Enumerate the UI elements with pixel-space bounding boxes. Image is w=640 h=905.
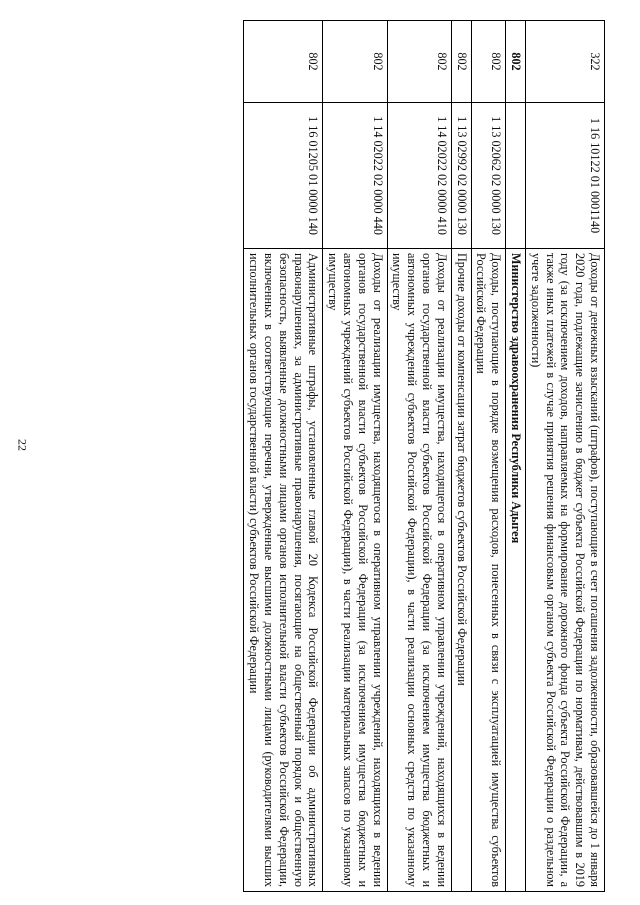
ministry-header-row [506, 21, 526, 892]
admin-code-cell: 802 [323, 21, 387, 103]
revenue-description-cell: Доходы от реализации имущества, находящегося в оперативном управлении учреждений, находящихся в ведении органов государственной власти субъектов Российской Федерации (за исключением имущества бюджетных и автономных учреждений субъектов Российской Федерации), в части реализации материальных запасов по указанному имуществу [323, 249, 387, 892]
table-row [323, 21, 387, 892]
table-row [471, 21, 506, 892]
revenue-description-cell: Доходы от денежных взысканий (штрафов), поступающие в счет погашения задолженности, образовавшейся до 1 января 2020 года, подлежащие зачислению в бюджет субъекта Российской Федерации по нормативам, действовавшим в 2019 году (за исключением доходов, направляемых на формирование дорожного фонда субъекта Российской Федерации, а также иных платежей в случае принятия решения финансовым органом субъекта Российской Федерации о раздельном учете задолженности) [526, 249, 605, 892]
budget-code-cell: 1 14 02022 02 0000 440 [323, 103, 387, 249]
budget-code-cell: 1 16 01205 01 0000 140 [244, 103, 323, 249]
admin-code-cell: 802 [244, 21, 323, 103]
page-number: 22 [15, 439, 30, 451]
table-row [244, 21, 323, 892]
budget-code-cell: 1 13 02062 02 0000 130 [471, 103, 506, 249]
budget-code-cell [506, 103, 526, 249]
ministry-name-cell: Министерство здравоохранения Республики Адыгея [506, 249, 526, 892]
revenue-description-cell: Административные штрафы, установленные главой 20 Кодекса Российской Федерации об административных правонарушениях, за административные правонарушения, посягающие на общественный порядок и общественную безопасность, выявленные должностными лицами органов исполнительной власти субъектов Российской Федерации, включенных в соответствующие перечни, утвержденные высшими должностными лицами (руководителями высших исполнительных органов государственной власти) субъектов Российской Федерации [244, 249, 323, 892]
budget-code-cell: 1 13 02992 02 0000 130 [451, 103, 471, 249]
admin-code-cell: 802 [387, 21, 451, 103]
table-row [387, 21, 451, 892]
table-body [244, 21, 605, 892]
admin-code-cell: 802 [451, 21, 471, 103]
table-row [451, 21, 471, 892]
revenue-description-cell: Прочие доходы от компенсации затрат бюджетов субъектов Российской Федерации [451, 249, 471, 892]
revenue-description-cell: Доходы от реализации имущества, находящегося в оперативном управлении учреждений, находящихся в ведении органов государственной власти субъектов Российской Федерации (за исключением имущества бюджетных и автономных учреждений субъектов Российской Федерации), в части реализации основных средств по указанному имуществу [387, 249, 451, 892]
admin-code-cell: 322 [526, 21, 605, 103]
admin-code-cell: 802 [471, 21, 506, 103]
revenue-codes-table [243, 20, 605, 892]
budget-code-cell: 1 14 02022 02 0000 410 [387, 103, 451, 249]
budget-code-cell: 1 16 10122 01 0001140 [526, 103, 605, 249]
table-row [526, 21, 605, 892]
revenue-description-cell: Доходы, поступающие в порядке возмещения расходов, понесенных в связи с эксплуатацией имущества субъектов Российской Федерации [471, 249, 506, 892]
admin-code-cell: 802 [506, 21, 526, 103]
